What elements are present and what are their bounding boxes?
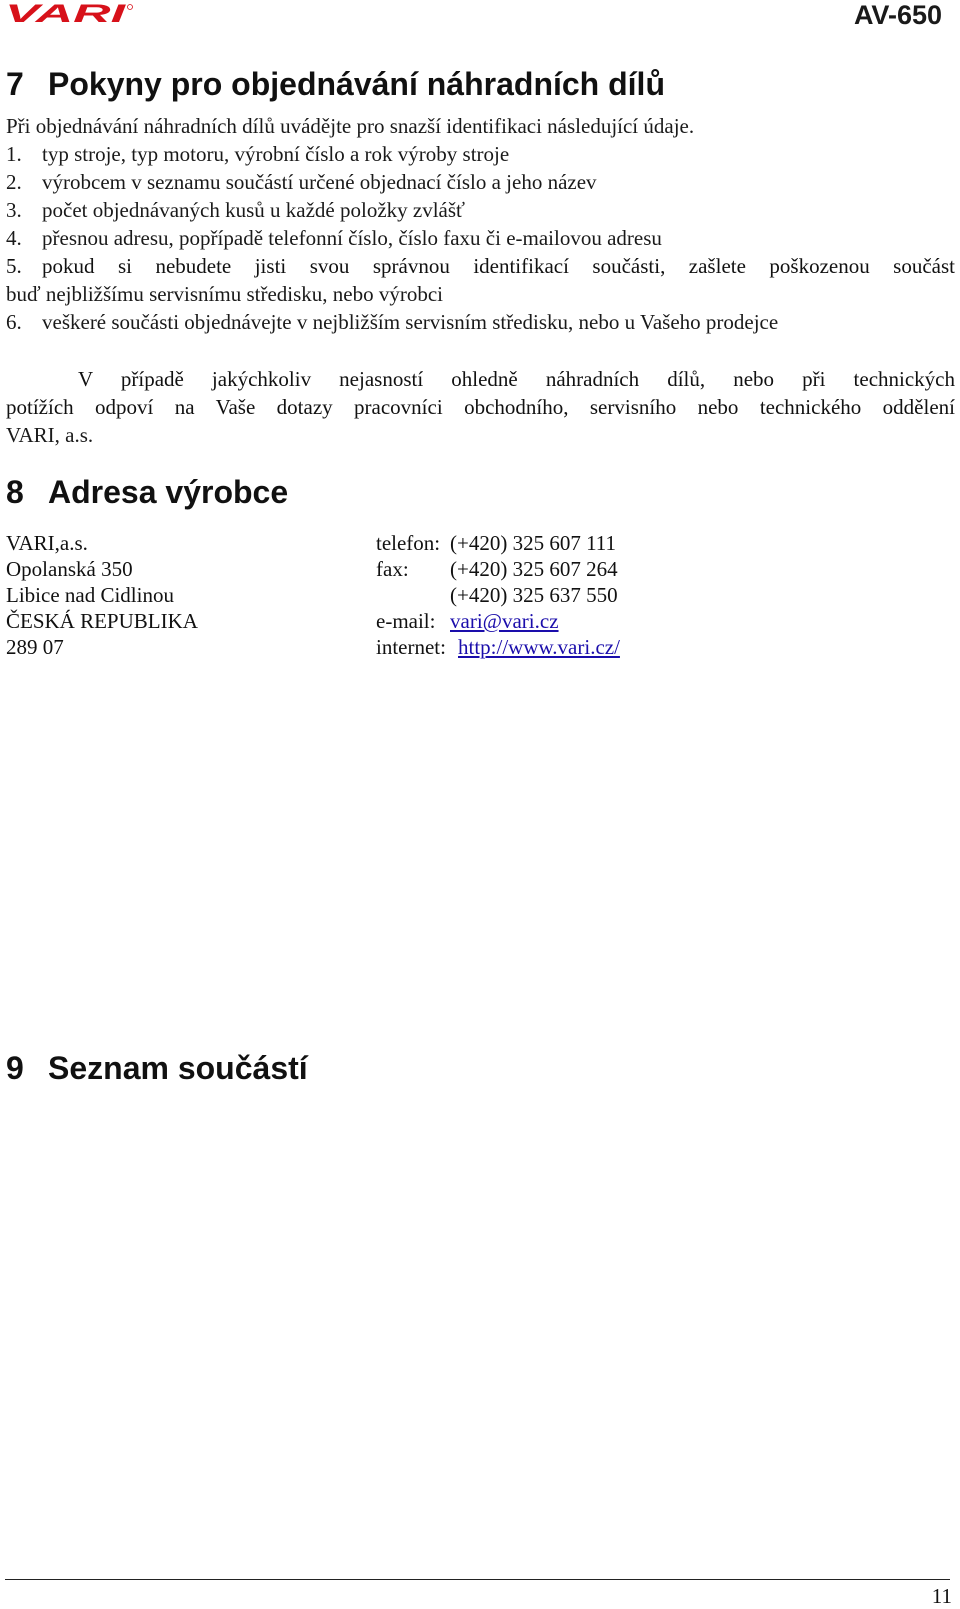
- intro-text: Při objednávání náhradních dílů uvádějte pro snazší identifikaci následující údaje.: [6, 114, 695, 138]
- svg-text:VARI: VARI: [5, 3, 128, 23]
- section-number: 9: [6, 1050, 24, 1086]
- page-number: 11: [931, 1584, 952, 1608]
- model-label: AV-650: [853, 0, 942, 30]
- web-label: internet:: [376, 635, 446, 659]
- fax-label: fax:: [376, 557, 409, 581]
- section-number: 7: [6, 66, 24, 102]
- list-item: 6. veškeré součásti objednávejte v nejbližším servisním středisku, nebo u Vašeho prodejce: [6, 310, 779, 334]
- address-line: Libice nad Cidlinou: [6, 583, 174, 607]
- list-item: 3. počet objednávaných kusů u každé položky zvlášť: [6, 198, 466, 222]
- section-title: Seznam součástí: [48, 1050, 308, 1086]
- section-8-heading: [6, 474, 288, 511]
- fax-value-2: (+420) 325 637 550: [450, 583, 618, 607]
- list-item: 2. výrobcem v seznamu součástí určené objednací číslo a jeho název: [6, 170, 597, 194]
- address-line: VARI,a.s.: [6, 531, 88, 555]
- address-line: Opolanská 350: [6, 557, 133, 581]
- phone-value: (+420) 325 607 111: [450, 531, 617, 555]
- phone-label: telefon:: [376, 531, 441, 555]
- footer-divider: [5, 1579, 950, 1580]
- address-line: ČESKÁ REPUBLIKA: [6, 609, 198, 633]
- fax-value: (+420) 325 607 264: [450, 557, 618, 581]
- email-label: e-mail:: [376, 609, 436, 633]
- address-line: 289 07: [6, 635, 64, 659]
- list-item: 5. pokud si nebudete jisti svou správnou identifikací součásti, zašlete poškozenou součást: [6, 254, 955, 278]
- section-title: Pokyny pro objednávání náhradních dílů: [48, 66, 665, 102]
- email-link[interactable]: vari@vari.cz: [450, 609, 559, 633]
- web-link[interactable]: http://www.vari.cz/: [458, 635, 620, 659]
- vari-logo: [5, 3, 133, 23]
- section-7-heading: [6, 66, 665, 103]
- section-number: 8: [6, 474, 24, 510]
- section-9-heading: [6, 1050, 308, 1087]
- list-item: 1. typ stroje, typ motoru, výrobní číslo a rok výroby stroje: [6, 142, 510, 166]
- list-item-continuation: buď nejbližšímu servisnímu středisku, nebo výrobci: [6, 282, 444, 306]
- note-paragraph-line: V případě jakýchkoliv nejasností ohledně náhradních dílů, nebo při technických: [78, 367, 955, 391]
- note-paragraph-line: VARI, a.s.: [6, 423, 94, 447]
- list-item: 4. přesnou adresu, popřípadě telefonní číslo, číslo faxu či e-mailovou adresu: [6, 226, 662, 250]
- section-title: Adresa výrobce: [48, 474, 289, 510]
- note-paragraph-line: potížích odpoví na Vaše dotazy pracovníci obchodního, servisního nebo technického oddělení: [6, 395, 955, 419]
